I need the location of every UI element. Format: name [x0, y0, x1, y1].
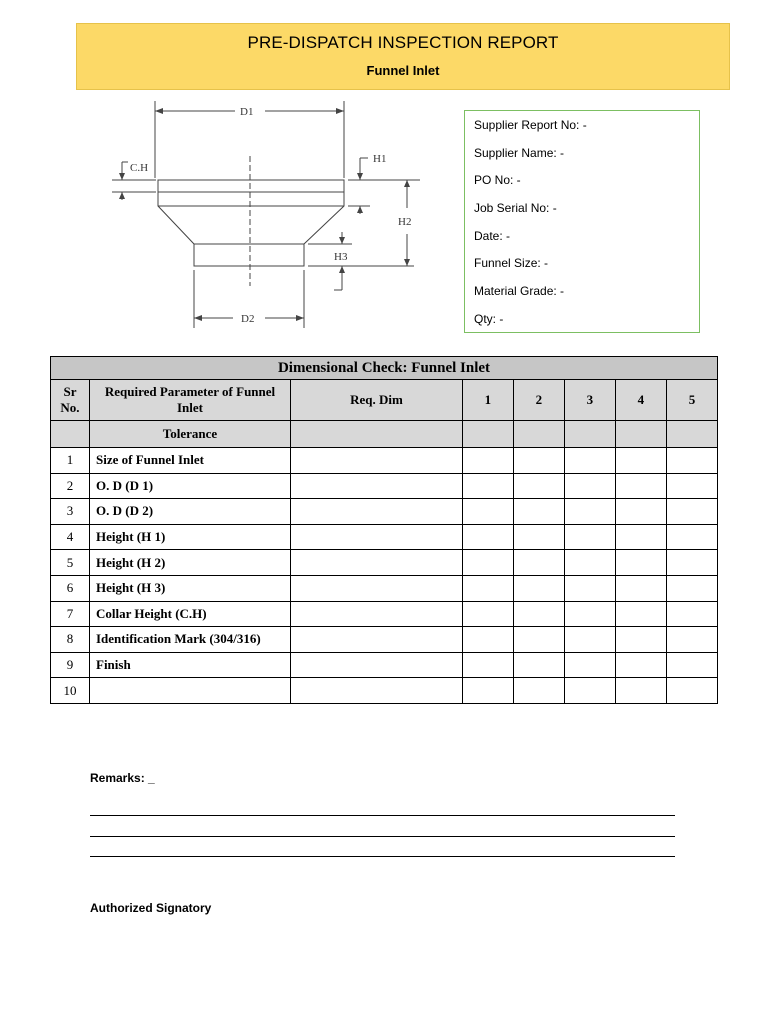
row-value-3-cell[interactable] [564, 678, 615, 704]
row-value-4-cell[interactable] [615, 550, 666, 576]
dimensional-check-table [50, 356, 718, 704]
header-col-5: 5 [666, 380, 717, 421]
row-value-5-cell[interactable] [666, 575, 717, 601]
row-parameter: O. D (D 1) [90, 473, 291, 499]
tolerance-cell-2[interactable] [513, 421, 564, 448]
row-value-2-cell[interactable] [513, 575, 564, 601]
remarks-label: Remarks: _ [90, 771, 155, 785]
row-value-5-cell[interactable] [666, 601, 717, 627]
row-value-1-cell[interactable] [462, 652, 513, 678]
row-sr-no: 2 [51, 473, 90, 499]
table-row [51, 524, 718, 550]
row-value-1-cell[interactable] [462, 473, 513, 499]
row-parameter: Collar Height (C.H) [90, 601, 291, 627]
row-value-5-cell[interactable] [666, 652, 717, 678]
row-value-3-cell[interactable] [564, 448, 615, 474]
funnel-inlet-diagram [108, 96, 428, 336]
header-sr-no: Sr No. [51, 380, 90, 421]
header-req-dim: Req. Dim [291, 380, 463, 421]
row-parameter: Identification Mark (304/316) [90, 627, 291, 653]
row-value-4-cell[interactable] [615, 448, 666, 474]
row-value-1-cell[interactable] [462, 678, 513, 704]
row-value-3-cell[interactable] [564, 473, 615, 499]
row-value-1-cell[interactable] [462, 575, 513, 601]
funnel-outline [158, 192, 344, 266]
row-parameter: Finish [90, 652, 291, 678]
row-value-4-cell[interactable] [615, 575, 666, 601]
funnel-size: Funnel Size: - [474, 256, 549, 271]
h2-arrow-bottom [404, 259, 410, 266]
row-value-2-cell[interactable] [513, 652, 564, 678]
tolerance-sr-cell [51, 421, 90, 448]
job-serial-no: Job Serial No: - [474, 201, 557, 216]
h2-label: H2 [398, 216, 412, 228]
row-value-2-cell[interactable] [513, 473, 564, 499]
row-parameter: O. D (D 2) [90, 499, 291, 525]
h1-label: H1 [373, 153, 387, 165]
tolerance-cell-3[interactable] [564, 421, 615, 448]
row-parameter: Height (H 1) [90, 524, 291, 550]
ch-arrow-bottom [119, 192, 125, 199]
table-row [51, 601, 718, 627]
row-value-5-cell[interactable] [666, 448, 717, 474]
table-row [51, 448, 718, 474]
row-sr-no: 4 [51, 524, 90, 550]
header-col-4: 4 [615, 380, 666, 421]
table-caption: Dimensional Check: Funnel Inlet [51, 357, 718, 380]
ch-arrow-top [119, 173, 125, 180]
table-row [51, 678, 718, 704]
ch-label: C.H [130, 162, 149, 174]
row-value-4-cell[interactable] [615, 524, 666, 550]
row-parameter [90, 678, 291, 704]
row-req-dim-cell[interactable] [291, 550, 463, 576]
row-sr-no: 3 [51, 499, 90, 525]
row-value-1-cell[interactable] [462, 499, 513, 525]
supplier-report-no: Supplier Report No: - [474, 118, 587, 132]
authorized-signatory: Authorized Signatory [90, 901, 212, 915]
d1-label: D1 [240, 106, 254, 118]
supplier-info-box [464, 110, 700, 333]
row-parameter: Size of Funnel Inlet [90, 448, 291, 474]
row-value-3-cell[interactable] [564, 499, 615, 525]
row-value-1-cell[interactable] [462, 448, 513, 474]
row-value-4-cell[interactable] [615, 652, 666, 678]
table-row [51, 652, 718, 678]
date: Date: - [474, 228, 511, 243]
h1-arrow-top [357, 173, 363, 180]
row-value-2-cell[interactable] [513, 601, 564, 627]
row-value-1-cell[interactable] [462, 627, 513, 653]
tolerance-label: Tolerance [90, 421, 291, 448]
d2-label: D2 [241, 313, 255, 325]
row-value-4-cell[interactable] [615, 627, 666, 653]
header-col-3: 3 [564, 380, 615, 421]
header-parameter: Required Parameter of Funnel Inlet [90, 380, 291, 421]
report-subtitle: Funnel Inlet [366, 63, 440, 78]
row-value-4-cell[interactable] [615, 601, 666, 627]
row-value-3-cell[interactable] [564, 627, 615, 653]
tolerance-cell-4[interactable] [615, 421, 666, 448]
table-row [51, 499, 718, 525]
row-value-3-cell[interactable] [564, 550, 615, 576]
row-value-3-cell[interactable] [564, 601, 615, 627]
d1-arrow-right [336, 108, 344, 114]
row-value-5-cell[interactable] [666, 627, 717, 653]
remarks-line-2[interactable] [90, 836, 675, 837]
header-col-2: 2 [513, 380, 564, 421]
row-value-4-cell[interactable] [615, 473, 666, 499]
header-col-1: 1 [462, 380, 513, 421]
row-req-dim-cell[interactable] [291, 652, 463, 678]
row-value-5-cell[interactable] [666, 678, 717, 704]
remarks-line-3[interactable] [90, 856, 675, 857]
row-sr-no: 1 [51, 448, 90, 474]
h3-label: H3 [334, 251, 348, 263]
row-req-dim-cell[interactable] [291, 678, 463, 704]
row-req-dim-cell[interactable] [291, 448, 463, 474]
h3-arrow-bottom [339, 266, 345, 273]
h3-arrow-top [339, 237, 345, 244]
tolerance-cell-5[interactable] [666, 421, 717, 448]
po-no: PO No: - [474, 173, 521, 188]
row-sr-no: 5 [51, 550, 90, 576]
d2-arrow-right [296, 315, 304, 321]
tolerance-cell-1[interactable] [462, 421, 513, 448]
row-sr-no: 6 [51, 575, 90, 601]
row-value-3-cell[interactable] [564, 575, 615, 601]
row-sr-no: 7 [51, 601, 90, 627]
row-req-dim-cell[interactable] [291, 524, 463, 550]
tolerance-req-cell[interactable] [291, 421, 463, 448]
table-row [51, 550, 718, 576]
d2-arrow-left [194, 315, 202, 321]
row-req-dim-cell[interactable] [291, 473, 463, 499]
report-header [76, 23, 730, 90]
row-req-dim-cell[interactable] [291, 627, 463, 653]
row-sr-no: 9 [51, 652, 90, 678]
row-req-dim-cell[interactable] [291, 499, 463, 525]
row-value-5-cell[interactable] [666, 550, 717, 576]
row-sr-no: 8 [51, 627, 90, 653]
row-req-dim-cell[interactable] [291, 601, 463, 627]
table-row [51, 575, 718, 601]
row-req-dim-cell[interactable] [291, 575, 463, 601]
row-sr-no: 10 [51, 678, 90, 704]
table-row [51, 627, 718, 653]
qty: Qty: - [474, 311, 504, 326]
table-row [51, 473, 718, 499]
remarks-line-1[interactable] [90, 815, 675, 816]
report-title: PRE-DISPATCH INSPECTION REPORT [247, 33, 559, 52]
h2-arrow-top [404, 180, 410, 187]
material-grade: Material Grade: - [474, 284, 565, 299]
row-value-5-cell[interactable] [666, 524, 717, 550]
row-value-2-cell[interactable] [513, 499, 564, 525]
row-value-1-cell[interactable] [462, 524, 513, 550]
row-value-2-cell[interactable] [513, 550, 564, 576]
row-value-1-cell[interactable] [462, 601, 513, 627]
row-parameter: Height (H 2) [90, 550, 291, 576]
row-value-4-cell[interactable] [615, 499, 666, 525]
row-value-5-cell[interactable] [666, 473, 717, 499]
row-value-3-cell[interactable] [564, 652, 615, 678]
row-value-3-cell[interactable] [564, 524, 615, 550]
d1-arrow-left [155, 108, 163, 114]
h1-arrow-bottom [357, 206, 363, 213]
row-value-2-cell[interactable] [513, 678, 564, 704]
row-value-4-cell[interactable] [615, 678, 666, 704]
row-value-5-cell[interactable] [666, 499, 717, 525]
supplier-name: Supplier Name: - [474, 145, 565, 160]
row-parameter: Height (H 3) [90, 575, 291, 601]
row-value-2-cell[interactable] [513, 524, 564, 550]
collar-outline [158, 180, 344, 192]
row-value-2-cell[interactable] [513, 448, 564, 474]
row-value-2-cell[interactable] [513, 627, 564, 653]
row-value-1-cell[interactable] [462, 550, 513, 576]
